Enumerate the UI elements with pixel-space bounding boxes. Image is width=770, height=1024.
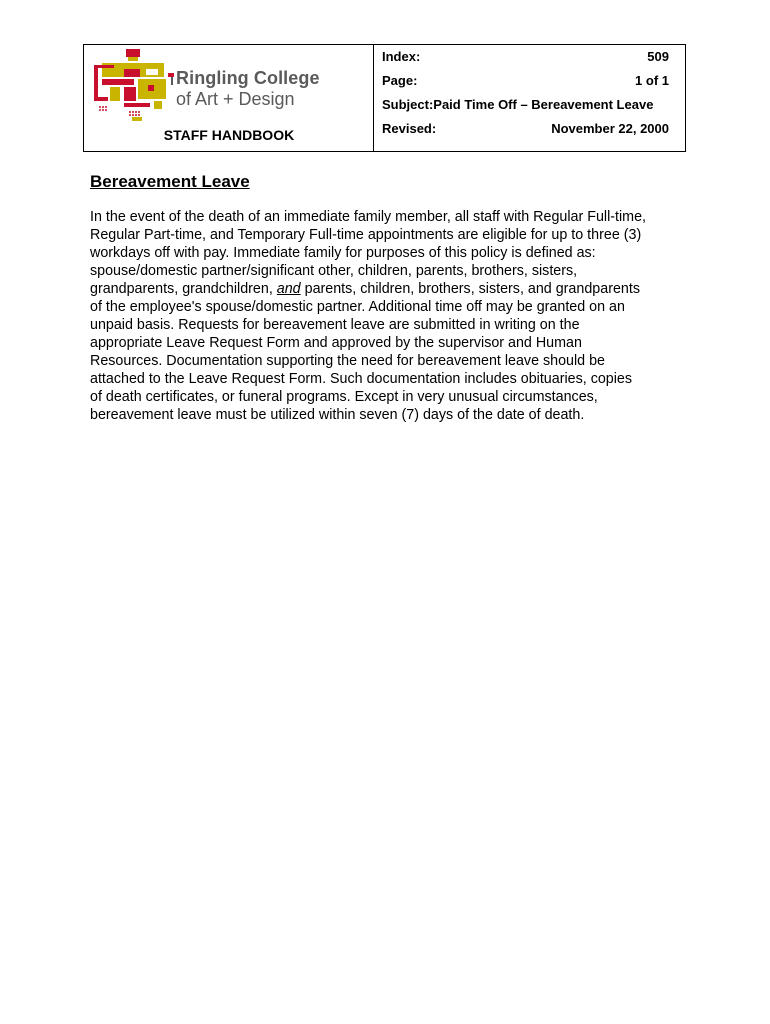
- revised-label: Revised:: [382, 121, 437, 136]
- body-line: In the event of the death of an immediate family member, all staff with Regular Full-time,: [90, 209, 646, 225]
- page-label: Page:: [382, 73, 418, 88]
- body-line: Resources. Documentation supporting the need for bereavement leave should be: [90, 353, 606, 369]
- policy-body: [90, 208, 690, 424]
- index-value: 509: [647, 49, 669, 64]
- header-table: [83, 44, 686, 152]
- logo-college-name: Ringling College: [176, 68, 320, 88]
- revised-value: November 22, 2000: [551, 121, 669, 136]
- index-label: Index:: [382, 49, 421, 64]
- header-logo-cell: [84, 45, 374, 151]
- logo-college-subtitle: of Art + Design: [176, 89, 295, 109]
- header-meta-cell: [374, 45, 685, 151]
- body-line: unpaid basis. Requests for bereavement leave are submitted in writing on the: [90, 317, 580, 333]
- revised-row: [382, 121, 669, 141]
- body-line: bereavement leave must be utilized within seven (7) days of the date of death.: [90, 407, 585, 423]
- subject-text: Subject:Paid Time Off – Bereavement Leave: [382, 97, 654, 112]
- body-line: of the employee's spouse/domestic partner. Additional time off may be granted on an: [90, 299, 625, 315]
- body-line-segment: parents, children, brothers, sisters, and grandparents: [300, 281, 640, 297]
- page-value: 1 of 1: [635, 73, 669, 88]
- body-line: Regular Part-time, and Temporary Full-time appointments are eligible for up to three (3): [90, 227, 642, 243]
- subject-row: [382, 97, 669, 117]
- body-line: of death certificates, or funeral programs. Except in very unusual circumstances,: [90, 389, 598, 405]
- body-line: workdays off with pay. Immediate family for purposes of this policy is defined as:: [90, 245, 596, 261]
- body-line: attached to the Leave Request Form. Such documentation includes obituaries, copies: [90, 371, 633, 387]
- page-row: [382, 73, 669, 93]
- body-line: spouse/domestic partner/significant other, children, parents, brothers, sisters,: [90, 263, 578, 279]
- section-title: Bereavement Leave: [90, 172, 250, 191]
- index-row: [382, 49, 669, 69]
- body-line-segment: grandparents, grandchildren,: [90, 281, 277, 297]
- staff-handbook-label: STAFF HANDBOOK: [163, 127, 295, 143]
- emphasized-and: and: [276, 281, 301, 297]
- body-line: appropriate Leave Request Form and approved by the supervisor and Human: [90, 335, 582, 351]
- body-line: [90, 280, 690, 298]
